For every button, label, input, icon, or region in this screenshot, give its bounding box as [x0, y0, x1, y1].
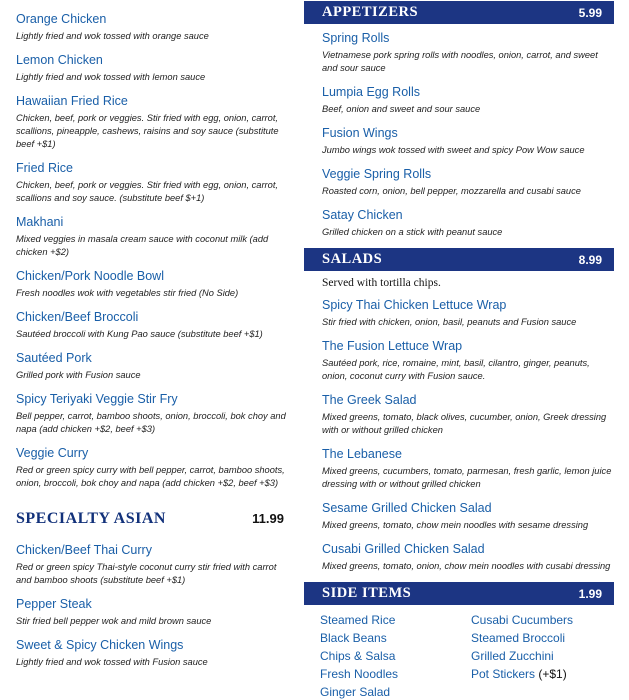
item-description: Lightly fried and wok tossed with orange sauce [16, 31, 209, 41]
item-description: Lightly fried and wok tossed with Fusion sauce [16, 657, 208, 667]
item-description: Fresh noodles wok with vegetables stir fried (No Side) [16, 288, 239, 298]
menu-item [322, 541, 614, 573]
item-name: Fried Rice [16, 161, 73, 175]
item-description: Roasted corn, onion, bell pepper, mozzarella and cusabi sauce [322, 186, 581, 196]
item-description: Mixed greens, tomato, black olives, cucumber, onion, Greek dressing with or without grilled chicken [322, 412, 607, 435]
item-description: Beef, onion and sweet and sour sauce [322, 104, 481, 114]
item-description: Mixed greens, tomato, onion, chow mein noodles with cusabi dressing [322, 561, 611, 571]
left-column [16, 11, 286, 678]
item-description: Sautéed pork, rice, romaine, mint, basil, cilantro, ginger, peanuts, onion, coconut curry with Fusion sauce. [322, 358, 590, 381]
item-name: Chicken/Pork Noodle Bowl [16, 269, 164, 283]
salads-served-note: Served with tortilla chips. [322, 277, 441, 289]
menu-item [322, 338, 614, 383]
menu-item [322, 84, 614, 116]
item-description: Red or green spicy curry with bell pepper, carrot, bamboo shoots, onion, broccoli, bok choy and napa (add chicken +$2, beef +$3) [16, 465, 285, 488]
item-description: Sautéed broccoli with Kung Pao sauce (substitute beef +$1) [16, 329, 263, 339]
menu-item [322, 392, 614, 437]
section-price: 8.99 [578, 252, 602, 267]
section-price: 1.99 [578, 586, 602, 601]
section-title: SIDE ITEMS [322, 585, 412, 601]
appetizers-list [304, 30, 614, 239]
item-name: The Lebanese [322, 447, 402, 461]
specialty-asian-heading [16, 510, 286, 528]
menu-item [16, 52, 286, 84]
side-item-surcharge: (+$1) [538, 667, 567, 681]
item-description: Jumbo wings wok tossed with sweet and spicy Pow Wow sauce [322, 145, 585, 155]
item-description: Vietnamese pork spring rolls with noodles, onion, carrot, and sweet and sour sauce [322, 50, 598, 73]
item-name: Orange Chicken [16, 12, 107, 26]
right-column [304, 0, 614, 700]
section-price: 11.99 [252, 511, 284, 526]
item-name: Veggie Spring Rolls [322, 167, 432, 181]
item-name: Spicy Teriyaki Veggie Stir Fry [16, 392, 178, 406]
item-description: Red or green spicy Thai-style coconut curry stir fried with carrot and bamboo shoots (substitute beef +$1) [16, 562, 277, 585]
side-items-band [304, 582, 614, 605]
item-description: Mixed veggies in masala cream sauce with coconut milk (add chicken +$2) [16, 234, 269, 257]
item-description: Stir fried with chicken, onion, basil, peanuts and Fusion sauce [322, 317, 577, 327]
menu-item [16, 160, 286, 205]
menu-item [16, 309, 286, 341]
menu-item [16, 268, 286, 300]
side-item-pot-stickers [471, 666, 611, 683]
specialty-list [16, 542, 286, 669]
item-description: Grilled pork with Fusion sauce [16, 370, 141, 380]
item-name: The Fusion Lettuce Wrap [322, 339, 463, 353]
menu-item [16, 596, 286, 628]
section-title: SALADS [322, 251, 383, 267]
salads-list [304, 297, 614, 573]
menu-item [322, 207, 614, 239]
section-price: 5.99 [578, 5, 602, 20]
menu-item [16, 542, 286, 587]
item-name: Lemon Chicken [16, 53, 103, 67]
side-item: Steamed Broccoli [471, 631, 566, 645]
appetizers-band [304, 1, 614, 24]
item-name: Makhani [16, 215, 64, 229]
salads-band [304, 248, 614, 271]
section-title: APPETIZERS [322, 4, 419, 20]
side-item: Ginger Salad [320, 685, 391, 699]
item-name: Hawaiian Fried Rice [16, 94, 128, 108]
item-description: Grilled chicken on a stick with peanut sauce [322, 227, 503, 237]
item-name: Chicken/Beef Broccoli [16, 310, 139, 324]
item-name: Spicy Thai Chicken Lettuce Wrap [322, 298, 507, 312]
side-item: Fresh Noodles [320, 667, 399, 681]
item-name: Sesame Grilled Chicken Salad [322, 501, 492, 515]
item-description: Mixed greens, cucumbers, tomato, parmesan, fresh garlic, lemon juice dressing with or without grilled chicken [322, 466, 612, 489]
item-description: Chicken, beef, pork or veggies. Stir fried with egg, onion, carrot, scallions, pineapple, cashews, raisins and soy sauce (substitute beef +$1) [16, 113, 279, 149]
menu-item [16, 11, 286, 43]
item-name: Fusion Wings [322, 126, 398, 140]
side-item: Cusabi Cucumbers [471, 613, 574, 627]
side-items-grid [304, 612, 614, 700]
menu-item [16, 637, 286, 669]
item-name: Lumpia Egg Rolls [322, 85, 420, 99]
item-name: Pepper Steak [16, 597, 92, 611]
item-name: The Greek Salad [322, 393, 417, 407]
section-title: SPECIALTY ASIAN [16, 510, 166, 527]
menu-item [322, 297, 614, 329]
menu-item [16, 391, 286, 436]
menu-item [16, 445, 286, 490]
item-description: Stir fried bell pepper wok and mild brown sauce [16, 616, 212, 626]
item-description: Chicken, beef, pork or veggies. Stir fried with egg, onion, carrot, scallions and soy sauce. (substitute beef $+1) [16, 180, 278, 203]
item-name: Sweet & Spicy Chicken Wings [16, 638, 184, 652]
item-name: Sautéed Pork [16, 351, 92, 365]
side-item: Chips & Salsa [320, 649, 396, 663]
menu-item [322, 500, 614, 532]
side-item: Black Beans [320, 631, 387, 645]
menu-item [322, 30, 614, 75]
item-name: Cusabi Grilled Chicken Salad [322, 542, 485, 556]
menu-item [322, 166, 614, 198]
item-description: Bell pepper, carrot, bamboo shoots, onion, broccoli, bok choy and napa (add chicken +$2, beef +$3) [16, 411, 286, 434]
menu-item [16, 93, 286, 151]
left-menu-list [16, 11, 286, 490]
item-name: Chicken/Beef Thai Curry [16, 543, 152, 557]
side-item: Steamed Rice [320, 613, 396, 627]
menu-item [16, 350, 286, 382]
item-name: Spring Rolls [322, 31, 390, 45]
item-description: Lightly fried and wok tossed with lemon sauce [16, 72, 206, 82]
side-item: Grilled Zucchini [471, 649, 554, 663]
item-name: Veggie Curry [16, 446, 89, 460]
menu-item [322, 125, 614, 157]
menu-item [322, 446, 614, 491]
side-item-label: Pot Stickers [471, 667, 536, 681]
item-description: Mixed greens, tomato, chow mein noodles with sesame dressing [322, 520, 589, 530]
item-name: Satay Chicken [322, 208, 403, 222]
menu-item [16, 214, 286, 259]
